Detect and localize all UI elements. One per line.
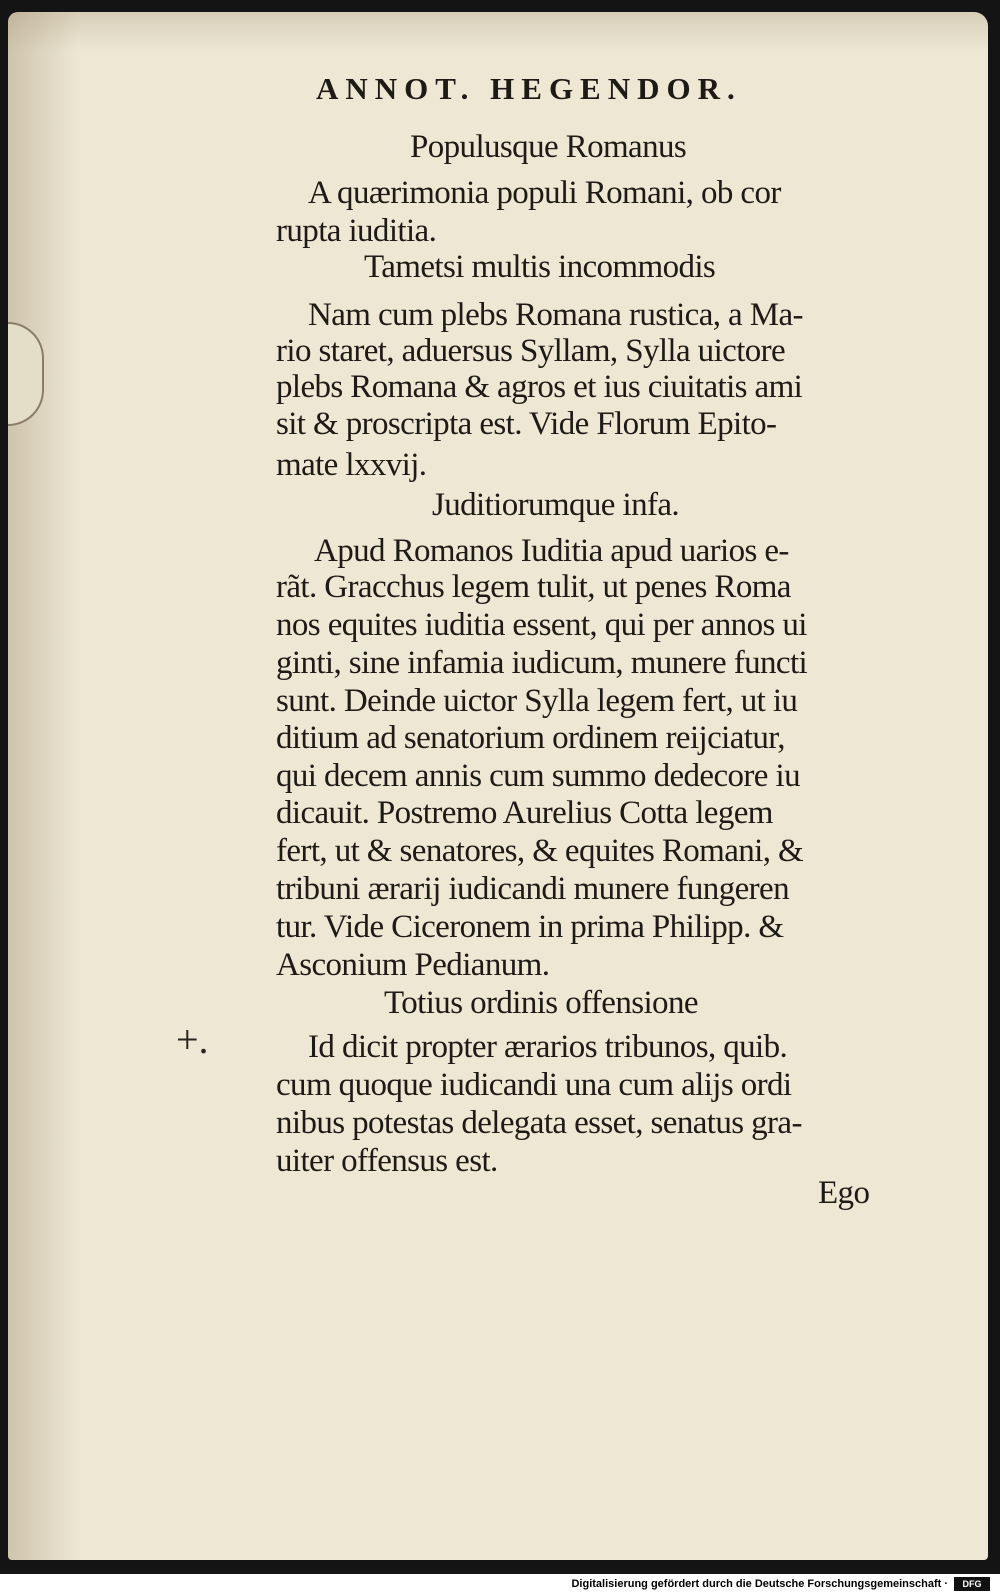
text-line: A quærimonia populi Romani, ob cor (308, 175, 781, 211)
funding-credit: Digitalisierung gefördert durch die Deutsche Forschungsgemeinschaft · (571, 1578, 948, 1590)
text-line: ditium ad senatorium ordinem reijciatur, (276, 720, 785, 756)
margin-annotation: +. (176, 1017, 209, 1062)
text-line: tribuni ærarij iudicandi munere fungeren (276, 871, 789, 907)
text-line: qui decem annis cum summo dedecore iu (276, 758, 800, 794)
catchword: Ego (818, 1175, 870, 1211)
text-line: Asconium Pedianum. (276, 947, 550, 983)
text-line: nos equites iuditia essent, qui per annos ui (276, 607, 807, 643)
text-line: cum quoque iudicandi una cum alijs ordi (276, 1067, 792, 1103)
lemma-line: Tametsi multis incommodis (364, 249, 716, 285)
text-line: Id dicit propter ærarios tribunos, quib. (308, 1029, 788, 1065)
running-head: ANNOT. HEGENDOR. (316, 71, 742, 106)
lemma-line: Juditiorumque infa. (432, 487, 680, 523)
text-line: rupta iuditia. (276, 213, 437, 249)
text-line: rãt. Gracchus legem tulit, ut penes Roma (276, 569, 791, 605)
text-line: mate lxxvij. (276, 447, 427, 483)
text-line: plebs Romana & agros et ius ciuitatis ami (276, 369, 803, 405)
text-line: tur. Vide Ciceronem in prima Philipp. & (276, 909, 784, 945)
text-line: ginti, sine infamia iudicum, munere functi (276, 645, 808, 681)
lemma-line: Populusque Romanus (410, 129, 687, 165)
text-line: dicauit. Postremo Aurelius Cotta legem (276, 795, 773, 831)
text-line: uiter offensus est. (276, 1143, 498, 1179)
page-shadow-left (8, 12, 78, 1560)
text-line: fert, ut & senatores, & equites Romani, & (276, 833, 804, 869)
text-line: Nam cum plebs Romana rustica, a Ma- (308, 297, 803, 333)
text-line: sit & proscripta est. Vide Florum Epito- (276, 406, 777, 442)
lemma-line: Totius ordinis offensione (384, 985, 698, 1021)
dfg-logo: DFG (954, 1577, 990, 1591)
page-shadow-top (8, 12, 988, 52)
text-line: sunt. Deinde uictor Sylla legem fert, ut iu (276, 683, 798, 719)
text-line: rio staret, aduersus Syllam, Sylla uictore (276, 333, 786, 369)
text-line: nibus potestas delegata esset, senatus gra- (276, 1105, 802, 1141)
text-line: Apud Romanos Iuditia apud uarios e- (314, 533, 789, 569)
book-page (8, 12, 988, 1560)
